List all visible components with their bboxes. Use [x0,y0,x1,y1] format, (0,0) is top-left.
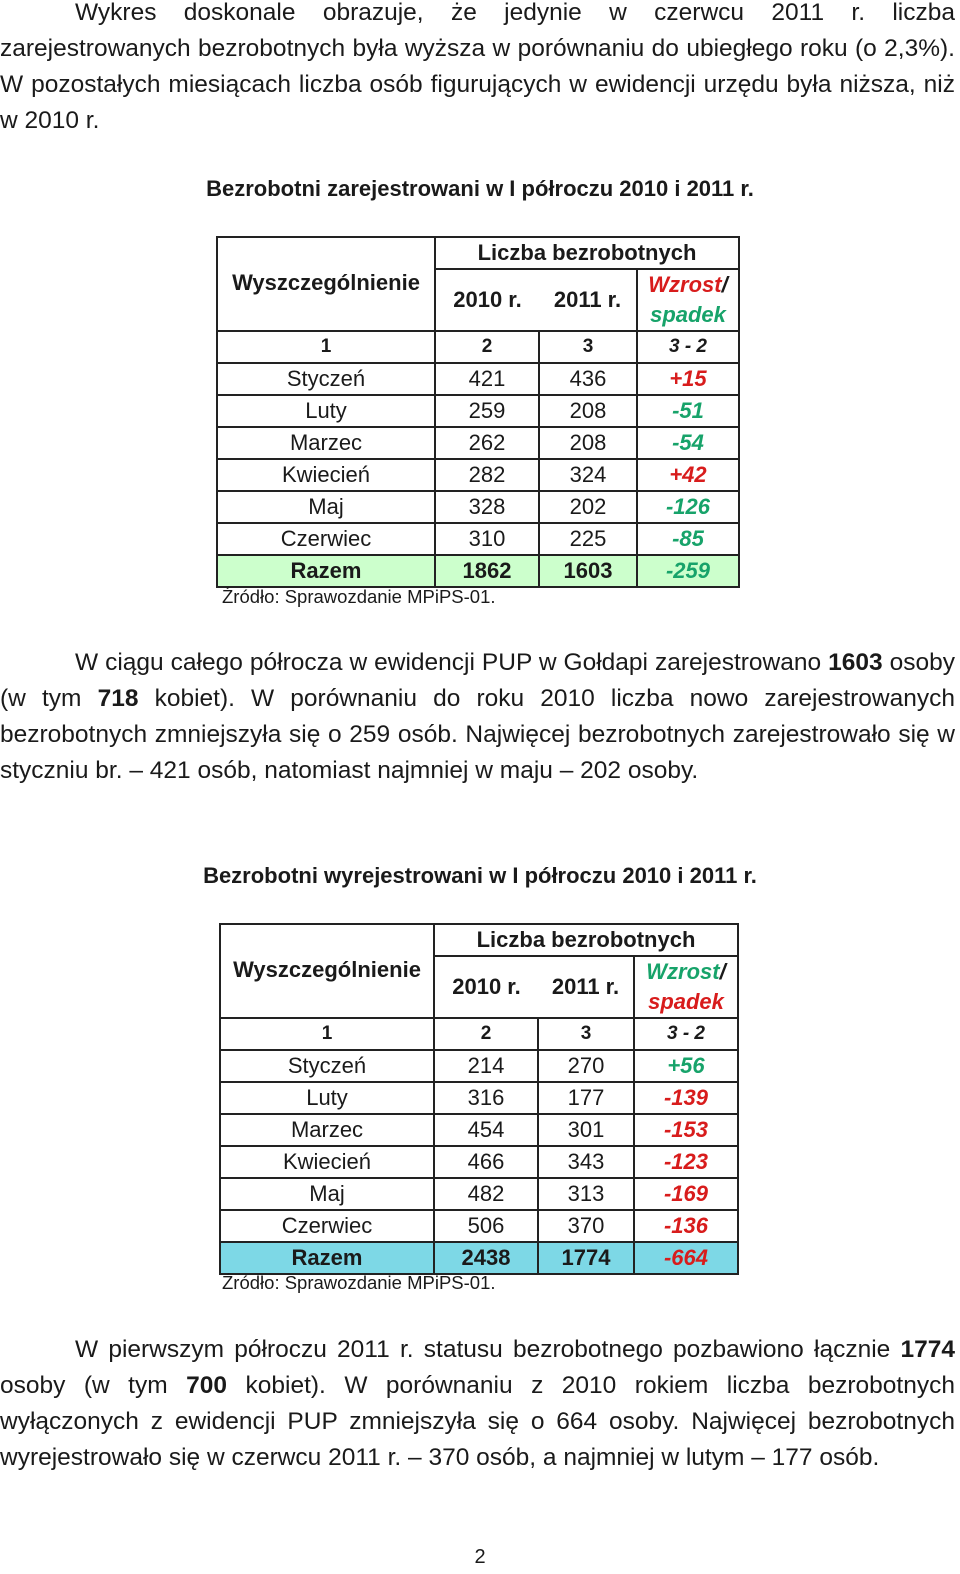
header-unemployed-count: Liczba bezrobotnych [434,924,738,956]
col-number: 1 [220,1018,434,1050]
intro-paragraph [0,0,955,139]
table-row [217,523,739,555]
value-2010: 310 [435,523,539,555]
table1-caption: Bezrobotni zarejestrowani w I półroczu 2010 i 2011 r. [206,176,754,201]
header-specification: Wyszczególnienie [220,924,434,1018]
table2-source: Źródło: Sprawozdanie MPiPS-01. [222,1272,496,1293]
row-label: Styczeń [220,1050,434,1082]
col-number: 3 [538,1018,634,1050]
row-label: Styczeń [217,363,435,395]
col-number: 1 [217,331,435,363]
total-row [220,1242,738,1274]
row-label: Marzec [220,1114,434,1146]
registered-table [216,236,740,588]
row-label: Czerwiec [217,523,435,555]
intro-text: Wykres doskonale obrazuje, że jedynie w czerwcu 2011 r. liczba zarejestrowanych bezrobotnych była wyższa w porównaniu do ubiegłego roku (o 2,3%). W pozostałych miesiącach liczba osób figurujących w ewidencji urzędu była niższa, niż w 2010 r. [0,0,955,134]
value-change: -123 [634,1146,738,1178]
col-number: 3 - 2 [634,1018,738,1050]
row-label: Marzec [217,427,435,459]
value-2011: 370 [538,1210,634,1242]
header-2011: 2011 r. [538,956,634,1018]
registered-paragraph [0,645,955,789]
value-change: +42 [637,459,739,491]
value-change: +15 [637,363,739,395]
total-change: -259 [637,555,739,587]
header-2010: 2010 r. [435,269,539,331]
value-2011: 436 [539,363,637,395]
table-row [217,363,739,395]
table-row [217,395,739,427]
total-2010: 1862 [435,555,539,587]
para2-text: kobiet). W porównaniu do roku 2010 liczba nowo zarejestrowanych bezrobotnych zmniejszyła się o 259 osób. Najwięcej bezrobotnych zarejestrowało się w styczniu br. – 421 osób, natomiast najmniej w maju – 202 osoby. [0,685,955,784]
page-number: 2 [474,1546,486,1568]
value-2010: 506 [434,1210,538,1242]
value-2011: 270 [538,1050,634,1082]
header-2010: 2010 r. [434,956,538,1018]
value-change: +56 [634,1050,738,1082]
total-2010: 2438 [434,1242,538,1274]
table-row [220,1082,738,1114]
header-change-decrease: spadek [648,989,724,1014]
para2-bold-women: 718 [97,685,139,712]
value-change: -54 [637,427,739,459]
para3-bold-women: 700 [186,1372,228,1399]
total-label: Razem [217,555,435,587]
value-change: -85 [637,523,739,555]
header-change-slash: / [721,272,728,297]
total-2011: 1603 [539,555,637,587]
header-change [634,956,738,1018]
header-change-slash: / [719,959,726,984]
value-change: -126 [637,491,739,523]
col-number: 3 - 2 [637,331,739,363]
para3-text: osoby (w tym [0,1372,187,1399]
col-number: 2 [435,331,539,363]
row-label: Luty [220,1082,434,1114]
value-change: -51 [637,395,739,427]
value-2010: 214 [434,1050,538,1082]
value-2010: 262 [435,427,539,459]
header-specification: Wyszczególnienie [217,237,435,331]
value-2011: 202 [539,491,637,523]
row-label: Maj [217,491,435,523]
value-2011: 343 [538,1146,634,1178]
row-label: Maj [220,1178,434,1210]
total-2011: 1774 [538,1242,634,1274]
header-change-decrease: spadek [650,302,726,327]
table-row [217,459,739,491]
row-label: Czerwiec [220,1210,434,1242]
value-2010: 328 [435,491,539,523]
row-label: Kwiecień [217,459,435,491]
header-unemployed-count: Liczba bezrobotnych [435,237,739,269]
row-label: Luty [217,395,435,427]
value-2010: 282 [435,459,539,491]
value-2010: 421 [435,363,539,395]
para2-bold-count: 1603 [828,649,883,676]
table2-caption: Bezrobotni wyrejestrowani w I półroczu 2010 i 2011 r. [203,863,757,888]
table-row [220,1114,738,1146]
value-2011: 177 [538,1082,634,1114]
deregistered-table [219,923,739,1275]
value-change: -169 [634,1178,738,1210]
value-2011: 208 [539,427,637,459]
row-label: Kwiecień [220,1146,434,1178]
total-change: -664 [634,1242,738,1274]
para3-text: W pierwszym półroczu 2011 r. statusu bezrobotnego pozbawiono łącznie [75,1336,901,1363]
para3-bold-count: 1774 [900,1336,955,1363]
value-2010: 259 [435,395,539,427]
value-2011: 324 [539,459,637,491]
value-2011: 301 [538,1114,634,1146]
value-change: -139 [634,1082,738,1114]
total-row [217,555,739,587]
value-2011: 313 [538,1178,634,1210]
col-number: 3 [539,331,637,363]
para2-text: osoby (w tym [0,649,955,712]
table-row [217,427,739,459]
para3-text: kobiet). W porównaniu z 2010 rokiem liczba bezrobotnych wyłączonych z ewidencji PUP zmniejszyła się o 664 osoby. Najwięcej bezrobotnych wyrejestrowało się w czerwcu 2011 r. – 370 osób, a najmniej w lutym – 177 osób. [0,1372,955,1471]
value-change: -136 [634,1210,738,1242]
table-row [220,1210,738,1242]
table-row [217,491,739,523]
table-row [220,1050,738,1082]
table1-source: Źródło: Sprawozdanie MPiPS-01. [222,586,496,607]
total-label: Razem [220,1242,434,1274]
value-change: -153 [634,1114,738,1146]
value-2010: 454 [434,1114,538,1146]
table-row [220,1178,738,1210]
table-row [220,1146,738,1178]
header-change [637,269,739,331]
value-2011: 225 [539,523,637,555]
value-2010: 316 [434,1082,538,1114]
col-number: 2 [434,1018,538,1050]
value-2010: 482 [434,1178,538,1210]
header-change-increase: Wzrost [648,272,722,297]
deregistered-paragraph [0,1332,955,1476]
para2-text: W ciągu całego półrocza w ewidencji PUP w Gołdapi zarejestrowano [75,649,829,676]
value-2011: 208 [539,395,637,427]
header-change-increase: Wzrost [646,959,720,984]
header-2011: 2011 r. [539,269,637,331]
value-2010: 466 [434,1146,538,1178]
